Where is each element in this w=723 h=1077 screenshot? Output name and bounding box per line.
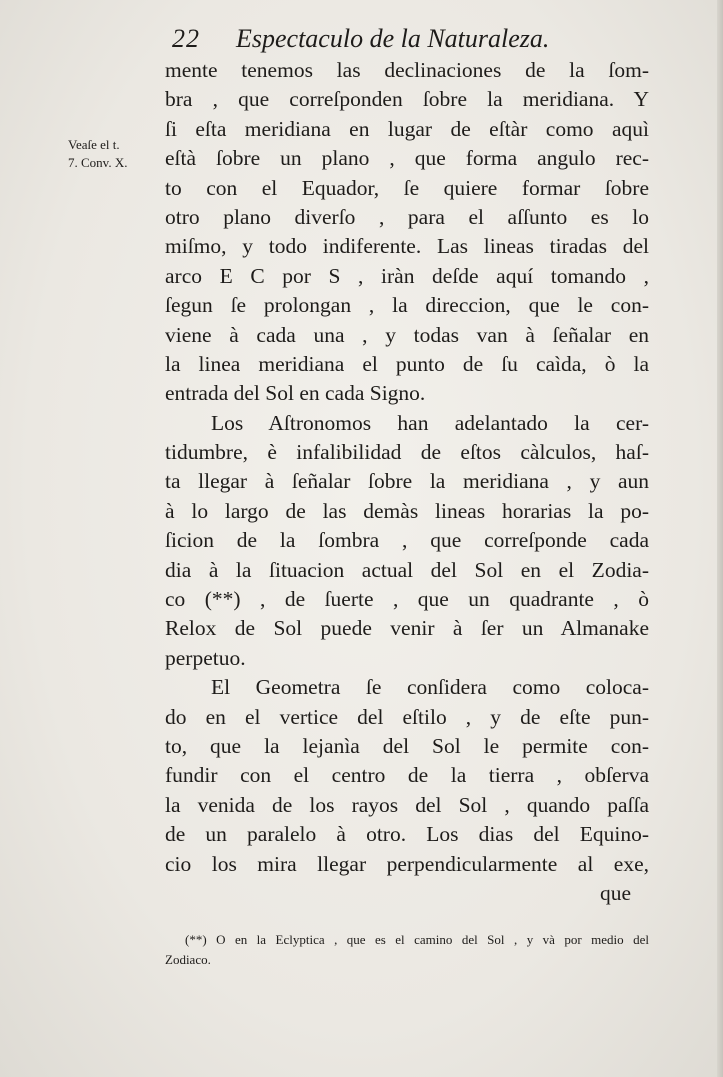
text-line: ſegun ſe prolongan , la direccion, que le con- (165, 293, 649, 318)
text-line: arco E C por S , iràn deſde aquí tomando , (165, 263, 649, 288)
text-line: eſtà ſobre un plano , que forma angulo rec- (165, 146, 649, 171)
text-line: de un paralelo à otro. Los dias del Equino- (165, 822, 649, 847)
text-line: to, que la lejanìa del Sol le permite con- (165, 733, 649, 758)
footnote-line: (**) O en la Eclyptica , que es el camino del Sol , y và por medio del (185, 932, 649, 947)
marginal-note-line: 7. Conv. X. (68, 155, 128, 170)
text-line: to con el Equador, ſe quiere formar ſobre (165, 175, 649, 200)
text-line: cio los mira llegar perpendicularmente al exe, (165, 851, 649, 876)
text-line: ta llegar à ſeñalar ſobre la meridiana , y aun (165, 469, 649, 494)
page-number: 22 (172, 24, 200, 53)
text-line: la linea meridiana el punto de ſu caìda, ò la (165, 351, 649, 376)
text-line: bra , que correſponden ſobre la meridiana. Y (165, 87, 649, 112)
text-line: Relox de Sol puede venir à ſer un Almanake (165, 616, 649, 641)
running-title: Espectaculo de la Naturaleza. (236, 24, 550, 53)
text-line: do en el vertice del eſtilo , y de eſte pun- (165, 704, 649, 729)
text-line: ſicion de la ſombra , que correſponde cada (165, 528, 649, 553)
marginal-note-line: Veaſe el t. (68, 137, 120, 152)
text-line: fundir con el centro de la tierra , obſerva (165, 763, 649, 788)
text-line: ſi eſta meridiana en lugar de eſtàr como aquì (165, 116, 649, 141)
text-line: otro plano diverſo , para el aſſunto es lo (165, 204, 649, 229)
paragraph-start: Los Aſtronomos han adelantado la cer- (211, 410, 649, 435)
footnote-line: Zodiaco. (165, 952, 211, 967)
text-line: mente tenemos las declinaciones de la ſom- (165, 58, 649, 82)
text-line: entrada del Sol en cada Signo. (165, 381, 426, 406)
footnote (165, 930, 649, 970)
paragraph-start: El Geometra ſe conſidera como coloca- (211, 675, 649, 700)
text-line: perpetuo. (165, 645, 246, 670)
text-line: viene à cada una , y todas van à ſeñalar en (165, 322, 649, 347)
text-line: à lo largo de las demàs lineas horarias la po- (165, 498, 649, 523)
page-edge-shadow (717, 0, 723, 1077)
text-line: dia à la ſituacion actual del Sol en el Zodia- (165, 557, 649, 582)
text-line: la venida de los rayos del Sol , quando paſſa (165, 792, 649, 817)
running-head (172, 22, 652, 56)
text-line: co (**) , de ſuerte , que un quadrante , ò (165, 587, 649, 612)
text-line: miſmo, y todo indiferente. Las lineas tiradas del (165, 234, 649, 259)
marginal-note (68, 136, 156, 172)
main-text (165, 56, 649, 908)
text-line: tidumbre, è infalibilidad de eſtos càlculos, haſ- (165, 440, 649, 465)
catchword: que (599, 880, 631, 905)
